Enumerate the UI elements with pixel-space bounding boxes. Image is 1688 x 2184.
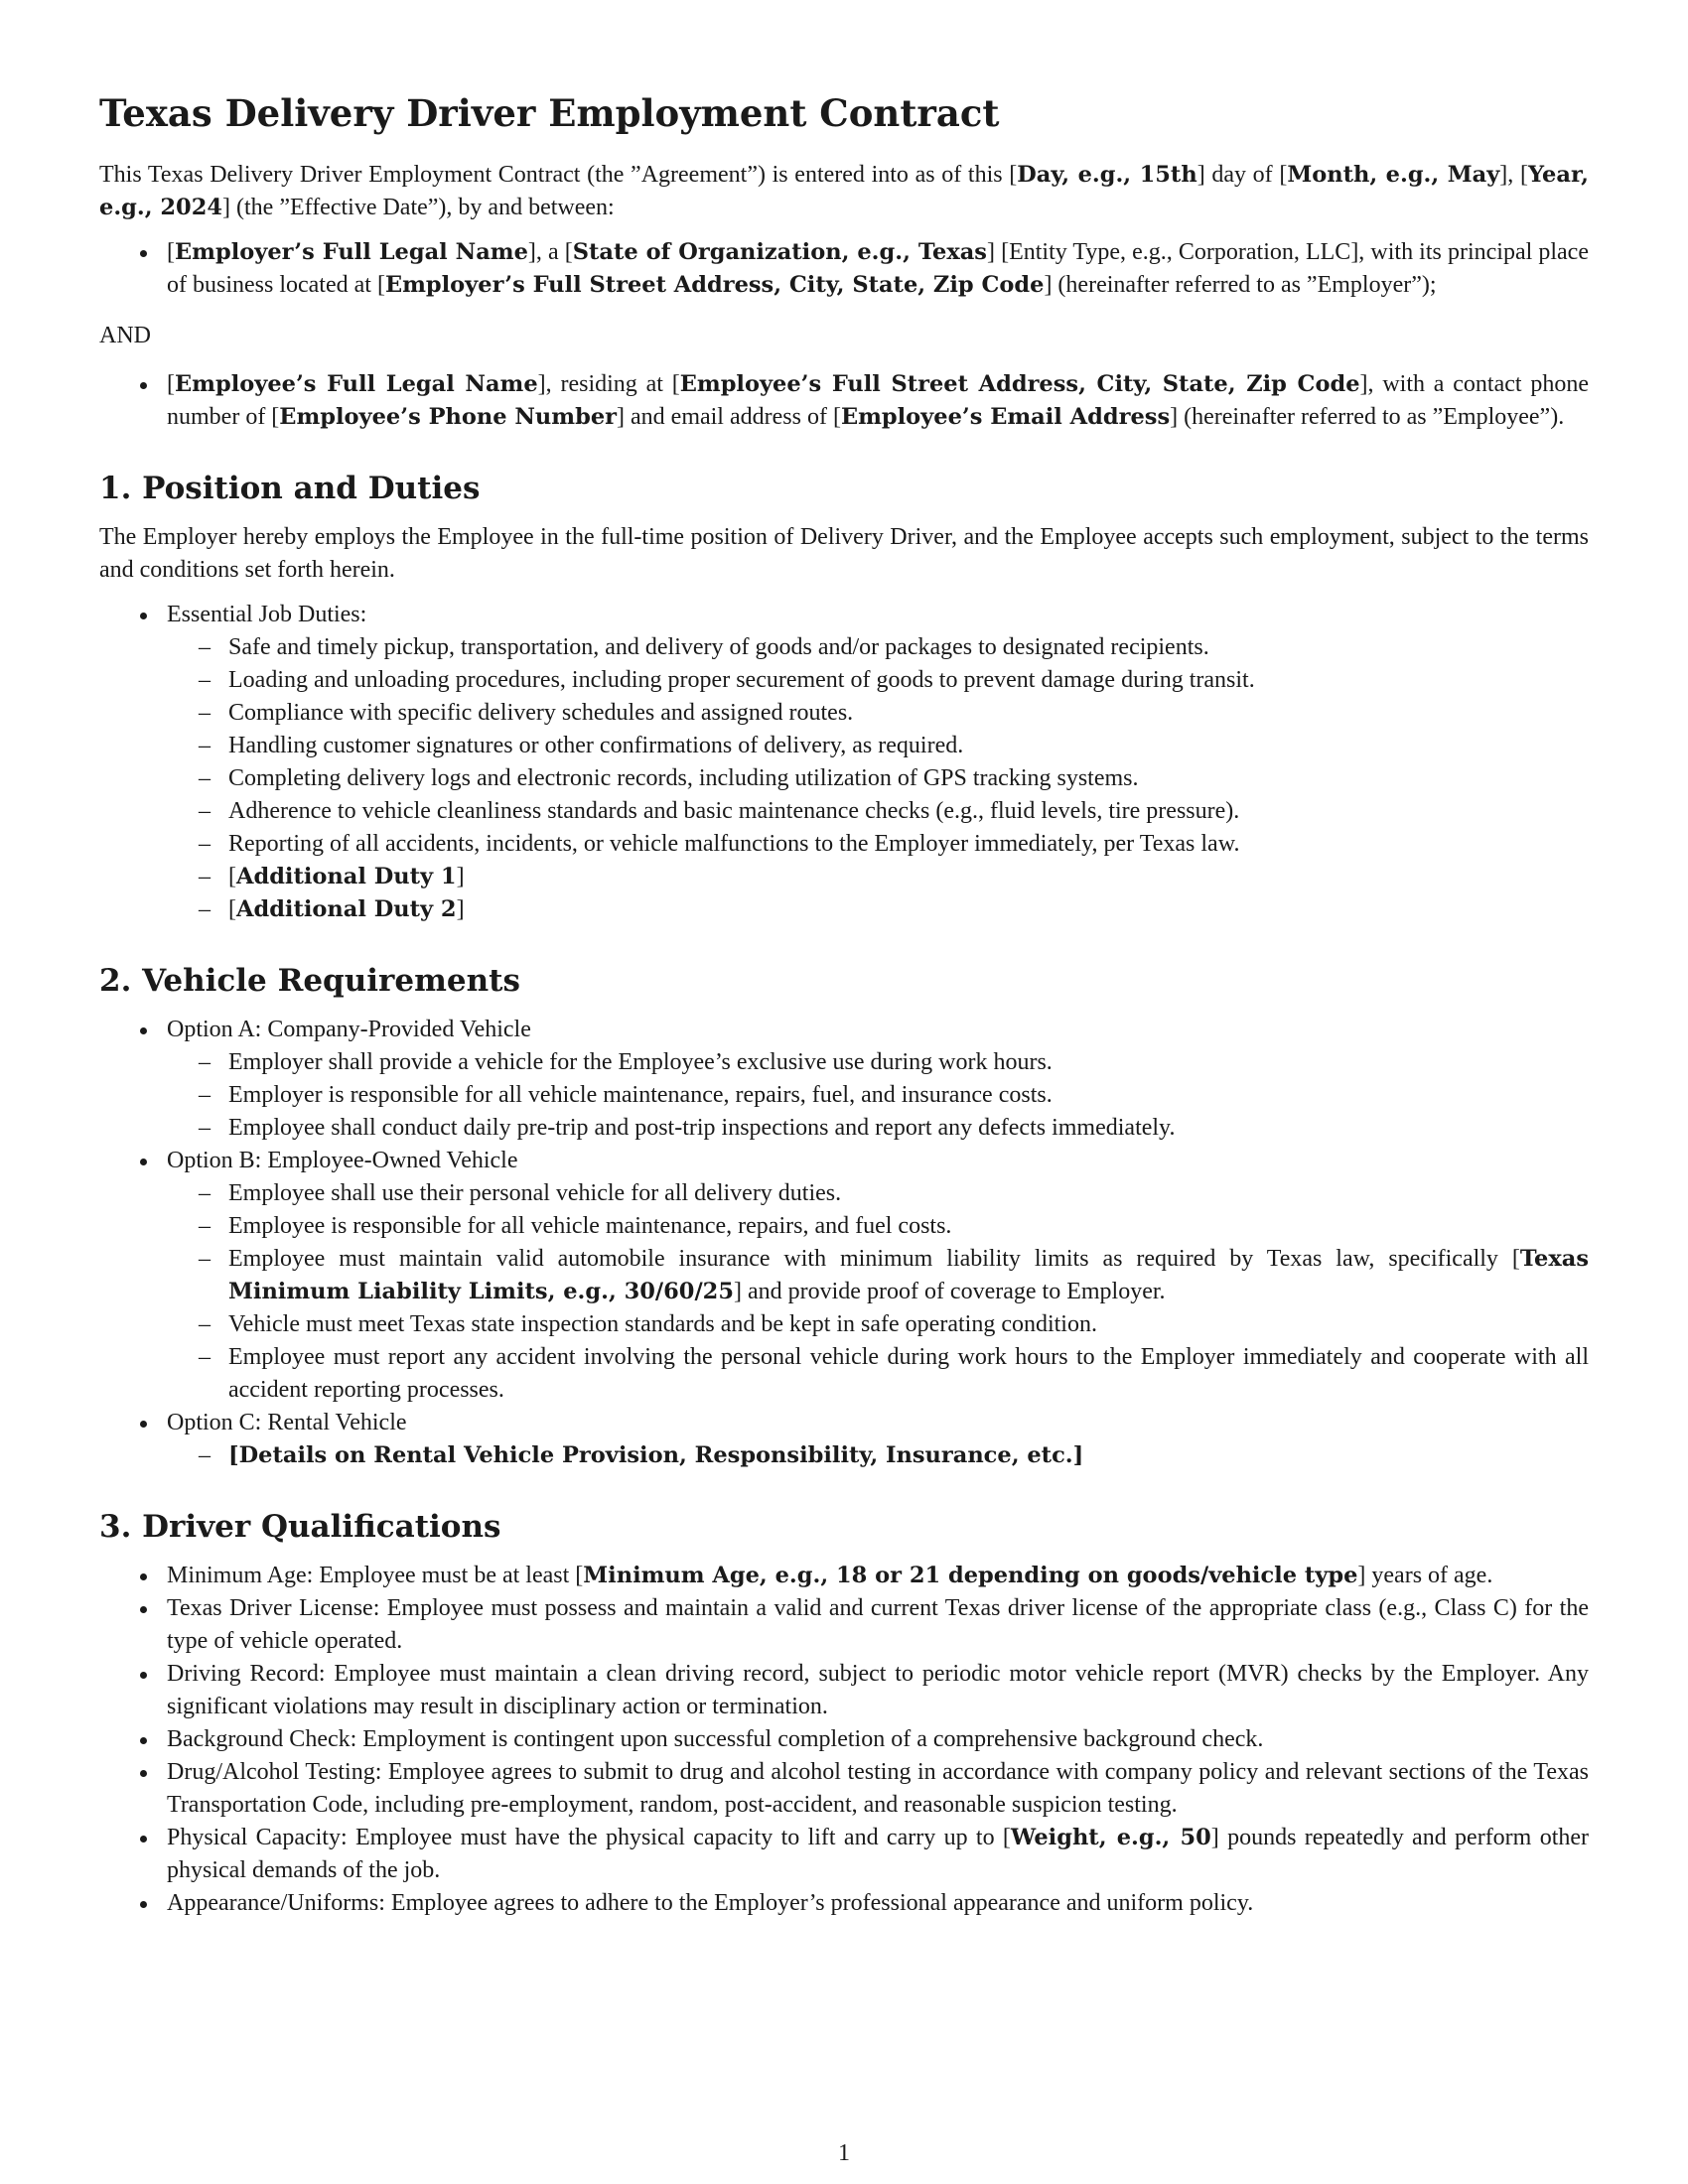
qualification-text: Physical Capacity: Employee must have the physical capacity to lift and carry up to [ bbox=[167, 1825, 1011, 1850]
employer-state-placeholder: State of Organization, e.g., Texas bbox=[572, 239, 987, 265]
duty-item bbox=[228, 861, 1589, 893]
option-b-detail bbox=[228, 1243, 1589, 1308]
weight-placeholder: Weight, e.g., 50 bbox=[1010, 1825, 1211, 1850]
employer-party-list bbox=[99, 236, 1589, 302]
duty-item bbox=[228, 893, 1589, 926]
option-c-detail bbox=[228, 1439, 1589, 1472]
intro-text: ], [ bbox=[1499, 162, 1528, 188]
employee-phone-placeholder: Employee’s Phone Number bbox=[279, 404, 618, 430]
document-title: Texas Delivery Driver Employment Contract bbox=[99, 91, 1000, 135]
employee-email-placeholder: Employee’s Email Address bbox=[840, 404, 1171, 430]
bracket: [ bbox=[228, 1442, 239, 1468]
vehicle-options-list bbox=[99, 1014, 1589, 1472]
intro-text: ] (the ”Effective Date”), by and between: bbox=[222, 195, 615, 220]
employer-text: [ bbox=[167, 239, 175, 265]
duty-item: – Compliance with specific delivery schedules and assigned routes. bbox=[228, 697, 1589, 730]
employer-text: ] (hereinafter referred to as ”Employer”); bbox=[1044, 272, 1437, 298]
option-b-detail: – Employee must report any accident involving the personal vehicle during work hours to the Employer immediately and cooperate with all accident reporting processes. bbox=[228, 1341, 1589, 1407]
option-b-detail: – Employee shall use their personal vehicle for all delivery duties. bbox=[228, 1177, 1589, 1210]
additional-duty-placeholder: Additional Duty 1 bbox=[236, 864, 457, 889]
day-placeholder: Day, e.g., 15th bbox=[1017, 162, 1197, 188]
duty-item: – Adherence to vehicle cleanliness standards and basic maintenance checks (e.g., fluid levels, tire pressure). bbox=[228, 795, 1589, 828]
employee-name-placeholder: Employee’s Full Legal Name bbox=[175, 371, 538, 397]
option-a-detail: – Employer shall provide a vehicle for the Employee’s exclusive use during work hours. bbox=[228, 1046, 1589, 1079]
qualification-text: ] years of age. bbox=[1357, 1563, 1493, 1588]
employee-party-list bbox=[99, 368, 1589, 434]
employee-party-item bbox=[167, 368, 1589, 434]
option-c-sublist bbox=[167, 1439, 1589, 1472]
duty-item: – Loading and unloading procedures, including proper securement of goods to prevent damage during transit. bbox=[228, 664, 1589, 697]
and-separator: AND bbox=[99, 323, 151, 348]
qualification-item: Texas Driver License: Employee must possess and maintain a valid and current Texas driver license of the appropriate class (e.g., Class C) for the type of vehicle operated. bbox=[167, 1592, 1589, 1658]
liability-limits-placeholder: Texas Minimum Liability Limits, e.g., 30/60/25 bbox=[228, 1246, 1589, 1304]
qualification-item bbox=[167, 1822, 1589, 1887]
bracket: ] bbox=[1072, 1442, 1084, 1468]
duties-label: Essential Job Duties: bbox=[167, 602, 367, 627]
option-b-detail: – Vehicle must meet Texas state inspection standards and be kept in safe operating condition. bbox=[228, 1308, 1589, 1341]
intro-text: ] day of [ bbox=[1196, 162, 1288, 188]
document-body bbox=[99, 91, 1589, 1920]
employee-address-placeholder: Employee’s Full Street Address, City, State, Zip Code bbox=[679, 371, 1360, 397]
rental-details-placeholder: Details on Rental Vehicle Provision, Responsibility, Insurance, etc. bbox=[238, 1442, 1073, 1468]
section-2-heading: 2. Vehicle Requirements bbox=[99, 963, 520, 999]
option-b-label: Option B: Employee-Owned Vehicle bbox=[167, 1148, 518, 1173]
intro-paragraph bbox=[99, 159, 1589, 224]
option-b-text: ] and provide proof of coverage to Employer. bbox=[734, 1279, 1166, 1304]
duty-item: – Handling customer signatures or other confirmations of delivery, as required. bbox=[228, 730, 1589, 762]
bracket: [ bbox=[228, 896, 236, 922]
option-b-text: Employee must maintain valid automobile insurance with minimum liability limits as required by Texas law, specifically [ bbox=[228, 1246, 1520, 1272]
qualification-item: Background Check: Employment is contingent upon successful completion of a comprehensive background check. bbox=[167, 1723, 1589, 1756]
duties-sublist bbox=[167, 631, 1589, 926]
qualification-item: Driving Record: Employee must maintain a clean driving record, subject to periodic motor vehicle report (MVR) checks by the Employer. Any significant violations may result in disciplinary action or termination. bbox=[167, 1658, 1589, 1723]
duties-list bbox=[99, 599, 1589, 926]
option-a-item bbox=[167, 1014, 1589, 1145]
option-a-sublist bbox=[167, 1046, 1589, 1145]
employer-party-item bbox=[167, 236, 1589, 302]
bracket: [ bbox=[228, 864, 236, 889]
option-b-sublist bbox=[167, 1177, 1589, 1407]
section-1-paragraph: The Employer hereby employs the Employee in the full-time position of Delivery Driver, and the Employee accepts such employment, subject to the terms and conditions set forth herein. bbox=[99, 524, 1589, 583]
month-placeholder: Month, e.g., May bbox=[1287, 162, 1500, 188]
additional-duty-placeholder: Additional Duty 2 bbox=[236, 896, 457, 922]
minimum-age-placeholder: Minimum Age, e.g., 18 or 21 depending on goods/vehicle type bbox=[583, 1563, 1358, 1588]
qualification-text: Minimum Age: Employee must be at least [ bbox=[167, 1563, 584, 1588]
employer-name-placeholder: Employer’s Full Legal Name bbox=[175, 239, 528, 265]
bracket: ] bbox=[456, 864, 465, 889]
employer-text: ], a [ bbox=[527, 239, 573, 265]
option-b-item bbox=[167, 1145, 1589, 1407]
bracket: ] bbox=[456, 896, 465, 922]
option-b-detail: – Employee is responsible for all vehicle maintenance, repairs, and fuel costs. bbox=[228, 1210, 1589, 1243]
duty-item: – Completing delivery logs and electronic records, including utilization of GPS tracking systems. bbox=[228, 762, 1589, 795]
employer-text: ] [Entity Type, e.g., Corporation, LLC], with its principal place of business located at [ bbox=[167, 239, 1589, 298]
employer-address-placeholder: Employer’s Full Street Address, City, State, Zip Code bbox=[384, 272, 1045, 298]
employee-text: ], with a contact phone number of [ bbox=[167, 371, 1590, 430]
year-placeholder: Year, e.g., 2024 bbox=[99, 162, 1589, 220]
option-a-detail: – Employee shall conduct daily pre-trip and post-trip inspections and report any defects immediately. bbox=[228, 1112, 1589, 1145]
page-number: 1 bbox=[838, 2140, 850, 2166]
duty-item: – Safe and timely pickup, transportation, and delivery of goods and/or packages to designated recipients. bbox=[228, 631, 1589, 664]
employee-text: ] and email address of [ bbox=[617, 404, 841, 430]
employee-text: ], residing at [ bbox=[537, 371, 680, 397]
qualification-item bbox=[167, 1560, 1589, 1592]
qualifications-list bbox=[99, 1560, 1589, 1920]
duties-item bbox=[167, 599, 1589, 926]
employee-text: ] (hereinafter referred to as ”Employee”). bbox=[1170, 404, 1565, 430]
qualification-item: Drug/Alcohol Testing: Employee agrees to submit to drug and alcohol testing in accordance with company policy and relevant sections of the Texas Transportation Code, including pre-employment, random, post-accident, and reasonable suspicion testing. bbox=[167, 1756, 1589, 1822]
option-c-label: Option C: Rental Vehicle bbox=[167, 1410, 407, 1435]
option-a-detail: – Employer is responsible for all vehicle maintenance, repairs, fuel, and insurance costs. bbox=[228, 1079, 1589, 1112]
option-c-item bbox=[167, 1407, 1589, 1472]
qualification-item: Appearance/Uniforms: Employee agrees to adhere to the Employer’s professional appearance and uniform policy. bbox=[167, 1887, 1589, 1920]
qualification-text: ] pounds repeatedly and perform other physical demands of the job. bbox=[167, 1825, 1590, 1883]
employee-text: [ bbox=[167, 371, 175, 397]
section-1-heading: 1. Position and Duties bbox=[99, 471, 481, 506]
intro-text: This Texas Delivery Driver Employment Contract (the ”Agreement”) is entered into as of this [ bbox=[99, 162, 1018, 188]
option-a-label: Option A: Company-Provided Vehicle bbox=[167, 1017, 531, 1042]
duty-item: – Reporting of all accidents, incidents, or vehicle malfunctions to the Employer immediately, per Texas law. bbox=[228, 828, 1589, 861]
section-3-heading: 3. Driver Qualifications bbox=[99, 1509, 501, 1545]
